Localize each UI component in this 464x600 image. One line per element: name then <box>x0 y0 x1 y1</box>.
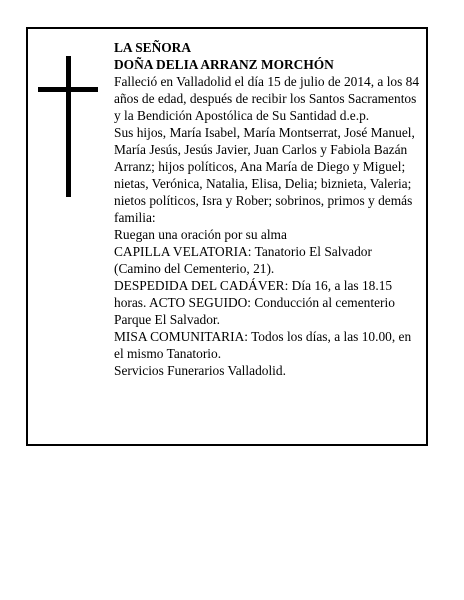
farewell-info: DESPEDIDA DEL CADÁVER: Día 16, a las 18.15 horas. ACTO SEGUIDO: Conducción al cementerio Parque El Salvador. <box>114 278 395 327</box>
funeral-services: Servicios Funerarios Valladolid. <box>114 363 286 378</box>
family-list: Sus hijos, María Isabel, María Montserrat, José Manuel, María Jesús, Jesús Javier, Juan Carlos y Fabiola Bazán Arranz; hijos políticos, Ana María de Diego y Miguel; nietas, Verónica, Natalia, Elisa, Delia; biznieta, Valeria; nietos políticos, Isra y Rober; sobrinos, primos y demás familia: <box>114 125 415 225</box>
deceased-name: DOÑA DELIA ARRANZ MORCHÓN <box>114 57 334 72</box>
chapel-info: CAPILLA VELATORIA: Tanatorio El Salvador (Camino del Cementerio, 21). <box>114 244 372 276</box>
death-announcement: Falleció en Valladolid el día 15 de julio de 2014, a los 84 años de edad, después de recibir los Santos Sacramentos y la Bendición Apostólica de Su Santidad d.e.p. <box>114 74 420 123</box>
prayer-request: Ruegan una oración por su alma <box>114 227 287 242</box>
mass-info: MISA COMUNITARIA: Todos los días, a las 10.00, en el mismo Tanatorio. <box>114 329 412 361</box>
obituary-text <box>114 39 422 379</box>
cross-horizontal-bar <box>38 87 98 92</box>
cross-vertical-bar <box>66 56 71 197</box>
heading: LA SEÑORA <box>114 40 192 55</box>
